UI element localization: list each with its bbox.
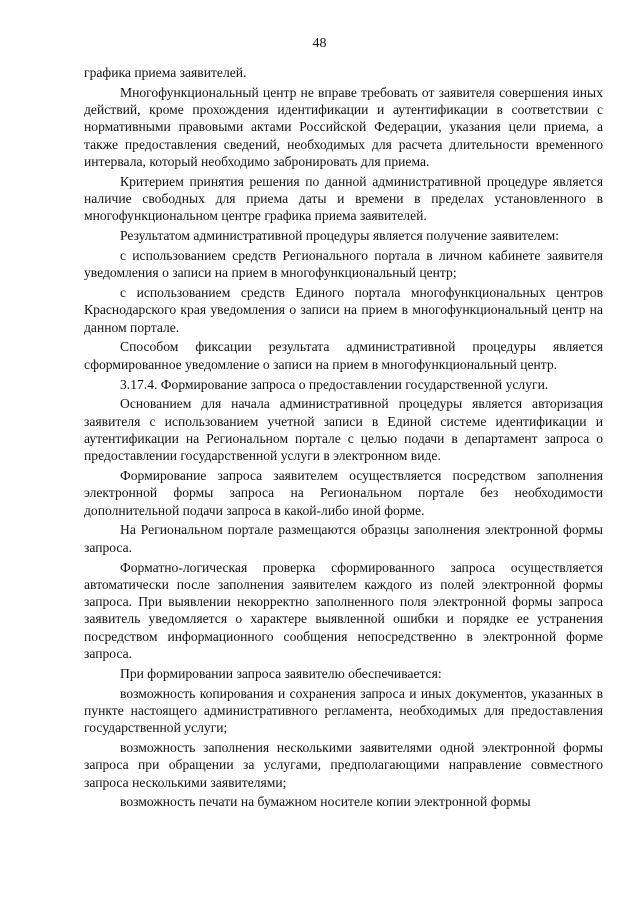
paragraph-provided-capabilities: При формировании запроса заявителю обеспечивается: (120, 665, 442, 681)
paragraph-mfc-restrictions: Многофункциональный центр не вправе требовать от заявителя совершения иных действий, кроме прохождения идентификации и аутентификации в соответствии с нормативными правовыми актами Российской Федерации, указания цели приема, а также предоставления сведений, необходимых для расчета длительности временного интервала, который необходимо забронировать для приема. (84, 84, 603, 169)
paragraph-capability-joint-filling: возможность заполнения несколькими заявителями одной электронной формы запроса при обращении за услугами, предполагающими направление совместного запроса несколькими заявителями; (84, 739, 603, 790)
paragraph-continuation: графика приема заявителей. (84, 65, 247, 80)
paragraph-procedure-basis: Основанием для начала административной процедуры является авторизация заявителя с использованием учетной записи в Единой системе идентификации и аутентификации на Региональном портале с целью подачи в департамент запроса о предоставлении государственной услуги в электронном виде. (84, 396, 603, 464)
paragraph-request-formation: Формирование запроса заявителем осуществляется посредством заполнения электронной формы запроса на Региональном портале без необходимости дополнительной подачи запроса в какой-либо иной форме. (84, 468, 603, 518)
paragraph-format-logic-check: Форматно-логическая проверка сформированного запроса осуществляется автоматически после заполнения заявителем каждого из полей электронной формы запроса. При выявлении некорректно заполненного поля электронной формы запроса заявитель уведомляется о характере выявленной ошибки и порядке ее устранения посредством информационного сообщения непосредственно в электронной форме запроса. (84, 559, 603, 661)
page-number: 48 (312, 36, 327, 51)
paragraph-result-regional-portal: с использованием средств Регионального портала в личном кабинете заявителя уведомления о записи на прием в многофункциональный центр; (84, 247, 603, 281)
document-body (84, 64, 603, 813)
paragraph-procedure-result: Результатом административной процедуры является получение заявителем: (120, 228, 560, 244)
paragraph-capability-print: возможность печати на бумажном носителе копии электронной формы (120, 794, 531, 810)
paragraph-result-unified-portal: с использованием средств Единого портала многофункциональных центров Краснодарского края уведомления о записи на прием в многофункциональный центр на данном портале. (84, 285, 603, 335)
paragraph-form-samples: На Региональном портале размещаются образцы заполнения электронной формы запроса. (84, 522, 603, 555)
paragraph-decision-criterion: Критерием принятия решения по данной административной процедуре является наличие свободных для приема даты и времени в пределах установленного в многофункциональном центре графика приема заявителей. (84, 173, 603, 224)
paragraph-capability-copy-save: возможность копирования и сохранения запроса и иных документов, указанных в пункте настоящего административного регламента, необходимых для предоставления государственной услуги; (84, 685, 603, 736)
section-heading-3-17-4: 3.17.4. Формирование запроса о предоставлении государственной услуги. (120, 376, 549, 392)
paragraph-fixation-method: Способом фиксации результата административной процедуры является сформированное уведомление о записи на прием в многофункциональный центр. (84, 339, 603, 372)
